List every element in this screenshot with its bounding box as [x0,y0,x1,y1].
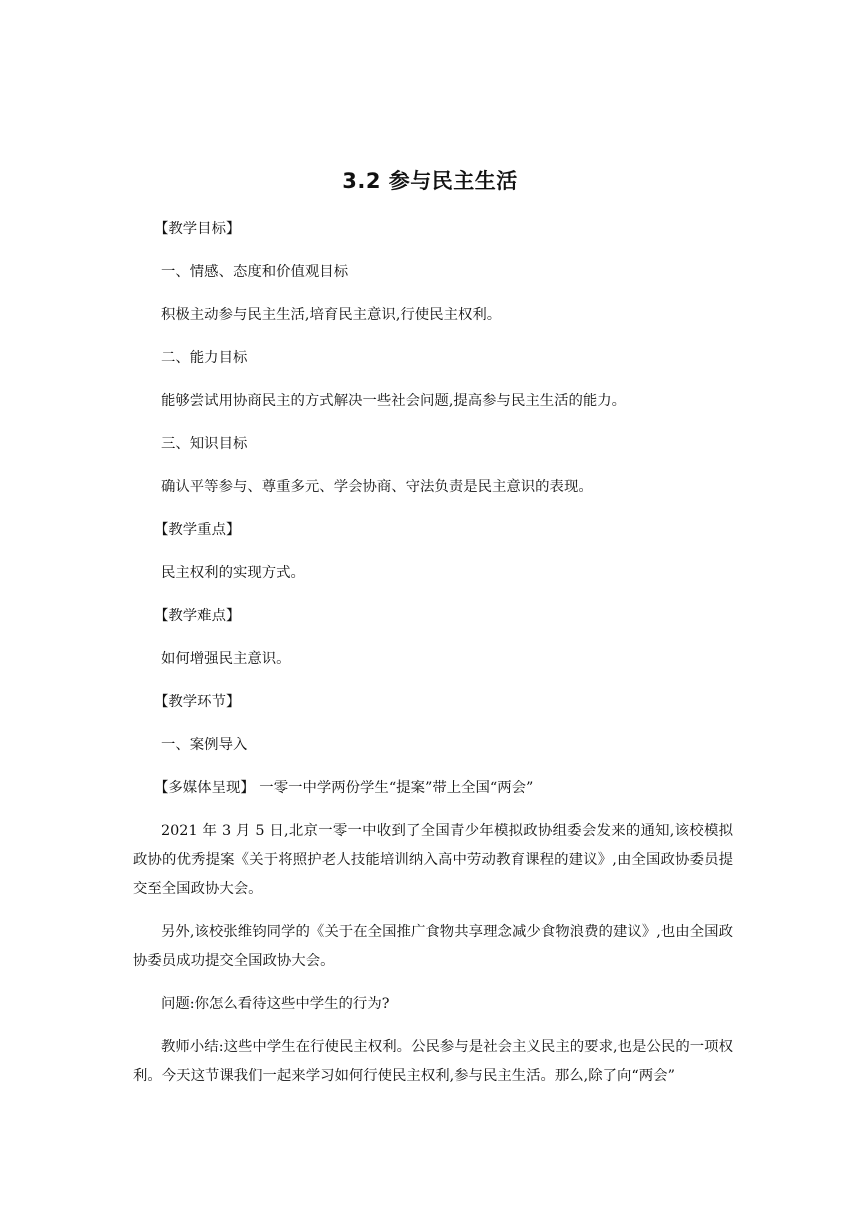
subsection-heading: 一、情感、态度和价值观目标 [161,264,349,280]
subsection-heading: 三、知识目标 [161,436,248,452]
subsection-heading: 二、能力目标 [161,350,248,366]
paragraph: 积极主动参与民主生活,培育民主意识,行使民主权利。 [161,307,502,323]
paragraph: 另外,该校张维钧同学的《关于在全国推广食物共享理念减少食物浪费的建议》,也由全国政协委员成功提交全国政协大会。 [133,924,733,969]
paragraph: 民主权利的实现方式。 [161,565,305,581]
document-title: 3.2 参与民主生活 [342,169,518,193]
section-heading: 【教学目标】 [154,221,241,237]
question: 问题:你怎么看待这些中学生的行为? [161,996,390,1012]
section-heading: 【教学难点】 [154,608,241,624]
section-heading: 【教学环节】 [154,694,241,710]
section-heading: 【教学重点】 [154,522,241,538]
paragraph: 2021 年 3 月 5 日,北京一零一中收到了全国青少年模拟政协组委会发来的通知,该校模拟政协的优秀提案《关于将照护老人技能培训纳入高中劳动教育课程的建议》,由全国政协委员提交至全国政协大会。 [133,823,733,897]
paragraph: 确认平等参与、尊重多元、学会协商、守法负责是民主意识的表现。 [161,479,593,495]
paragraph: 教师小结:这些中学生在行使民主权利。公民参与是社会主义民主的要求,也是公民的一项权利。今天这节课我们一起来学习如何行使民主权利,参与民主生活。那么,除了向“两会” [133,1039,733,1084]
paragraph: 如何增强民主意识。 [161,651,291,667]
paragraph: 能够尝试用协商民主的方式解决一些社会问题,提高参与民主生活的能力。 [161,393,627,409]
subsection-heading: 一、案例导入 [161,737,248,753]
multimedia-heading: 【多媒体呈现】 一零一中学两份学生“提案”带上全国“两会” [154,780,534,796]
document-body [133,215,733,1105]
